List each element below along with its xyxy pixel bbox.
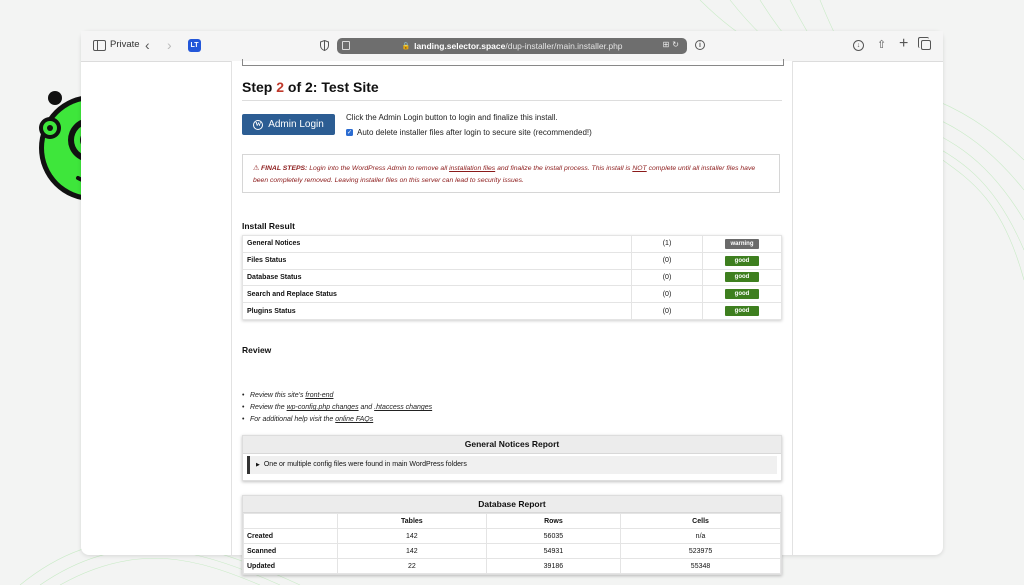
db-row-label: Created	[244, 529, 338, 544]
result-status-cell	[703, 303, 782, 320]
browser-window	[81, 31, 943, 570]
db-rows-value: 54931	[486, 544, 620, 559]
db-row-label: Scanned	[244, 544, 338, 559]
install-result-table	[242, 235, 782, 320]
privacy-shield-icon[interactable]	[320, 40, 329, 51]
front-end-link[interactable]: front-end	[305, 392, 334, 399]
db-tables-value: 142	[338, 544, 487, 559]
db-tables-value: 22	[338, 559, 487, 574]
final-steps-notice	[242, 154, 780, 193]
expand-triangle-icon[interactable]: ▶	[256, 462, 260, 468]
download-icon[interactable]: ↓	[853, 40, 864, 51]
db-report-row	[244, 544, 781, 559]
info-icon[interactable]: i	[695, 40, 705, 50]
install-result-row	[243, 236, 782, 253]
url-domain: landing.selector.space	[414, 41, 506, 51]
general-notice-text: One or multiple config files were found in main WordPress folders	[263, 461, 467, 468]
extension-icon[interactable]: LT	[188, 39, 201, 52]
online-faqs-link[interactable]: online FAQs	[335, 416, 374, 423]
db-report-row	[244, 559, 781, 574]
result-label: Plugins Status	[243, 303, 632, 320]
db-cells-value: 55348	[621, 559, 781, 574]
result-status-cell	[703, 286, 782, 303]
sidebar-toggle-icon[interactable]	[93, 40, 106, 51]
back-arrow-icon[interactable]: ‹	[145, 37, 150, 53]
db-report-row	[244, 529, 781, 544]
db-cells-value: n/a	[621, 529, 781, 544]
auto-delete-label: Auto delete installer files after login to secure site (recommended!)	[357, 128, 592, 137]
previous-panel-edge	[242, 59, 784, 66]
share-icon[interactable]: ⇧	[877, 39, 887, 51]
result-status-cell	[703, 236, 782, 253]
result-count: (0)	[632, 286, 703, 303]
step-prefix: Step	[242, 79, 277, 95]
install-result-row	[243, 269, 782, 286]
database-report-table	[243, 513, 781, 574]
admin-login-label: Admin Login	[268, 119, 324, 130]
lock-icon: 🔒	[401, 43, 411, 50]
db-rows-value: 39186	[486, 559, 620, 574]
result-count: (0)	[632, 252, 703, 269]
final-steps-text-1: Login into the WordPress Admin to remove all	[307, 165, 450, 172]
step-suffix: of 2: Test Site	[284, 79, 379, 95]
result-label: Database Status	[243, 269, 632, 286]
result-count: (0)	[632, 303, 703, 320]
db-col-rows: Rows	[486, 514, 620, 529]
database-report-title: Database Report	[243, 496, 781, 513]
warning-icon: ⚠	[253, 165, 260, 172]
wordpress-icon: W	[255, 121, 262, 128]
general-notice-item[interactable]	[247, 456, 777, 474]
review-item-faqs: • For additional help visit the online FAQs	[250, 416, 432, 428]
install-result-row	[243, 252, 782, 269]
result-label: General Notices	[243, 236, 632, 253]
database-report	[242, 495, 782, 575]
result-label: Files Status	[243, 252, 632, 269]
auto-delete-option[interactable]	[346, 128, 592, 137]
step-number: 2	[276, 79, 285, 95]
admin-login-button[interactable]	[242, 114, 335, 135]
forward-arrow-icon[interactable]: ›	[167, 37, 172, 53]
status-badge[interactable]: good	[725, 306, 759, 316]
auto-delete-checkbox[interactable]: ✓	[346, 130, 353, 136]
final-steps-text-2: and finalize the install process. This install is	[495, 165, 633, 172]
install-result-row	[243, 303, 782, 320]
status-badge[interactable]: good	[725, 272, 759, 282]
page-icon	[342, 41, 350, 50]
login-instructions: Click the Admin Login button to login and finalize this install.	[346, 113, 558, 122]
private-label: Private	[110, 39, 140, 50]
status-badge[interactable]: warning	[725, 239, 759, 249]
browser-toolbar	[81, 31, 943, 62]
result-count: (1)	[632, 236, 703, 253]
review-list	[242, 392, 432, 428]
htaccess-changes-link[interactable]: .htaccess changes	[374, 404, 433, 411]
general-notices-report	[242, 435, 782, 481]
result-status-cell	[703, 269, 782, 286]
not-emphasis: NOT	[632, 165, 647, 172]
tab-overview-icon[interactable]	[921, 40, 931, 50]
step-title	[242, 79, 379, 95]
result-status-cell	[703, 252, 782, 269]
review-heading: Review	[242, 345, 272, 355]
status-badge[interactable]: good	[725, 256, 759, 266]
wp-config-changes-link[interactable]: wp-config.php changes	[286, 404, 359, 411]
general-notices-title: General Notices Report	[243, 436, 781, 454]
db-col-tables: Tables	[338, 514, 487, 529]
install-result-heading: Install Result	[242, 221, 295, 231]
result-count: (0)	[632, 269, 703, 286]
final-steps-lead: FINAL STEPS:	[260, 165, 308, 172]
db-row-label: Updated	[244, 559, 338, 574]
install-result-row	[243, 286, 782, 303]
db-col-cells: Cells	[621, 514, 781, 529]
url-path: /dup-installer/main.installer.php	[505, 41, 623, 51]
installation-files-link[interactable]: installation files	[449, 165, 496, 172]
status-badge[interactable]: good	[725, 289, 759, 299]
installer-page	[231, 61, 793, 570]
final-steps-text-3: complete until all installer files have been completely removed. Leaving installer files on this server can lead to security issues.	[253, 165, 756, 184]
title-divider	[242, 100, 782, 101]
db-col-blank	[244, 514, 338, 529]
new-tab-icon[interactable]: +	[899, 35, 909, 52]
db-rows-value: 56035	[486, 529, 620, 544]
review-item-frontend: • Review this site's front-end	[250, 392, 432, 404]
translate-reload-icon[interactable]: ⊞↻	[662, 40, 682, 49]
review-item-changes: • Review the wp-config.php changes and .htaccess changes	[250, 404, 432, 416]
db-tables-value: 142	[338, 529, 487, 544]
db-cells-value: 523975	[621, 544, 781, 559]
result-label: Search and Replace Status	[243, 286, 632, 303]
address-bar[interactable]	[337, 38, 687, 54]
